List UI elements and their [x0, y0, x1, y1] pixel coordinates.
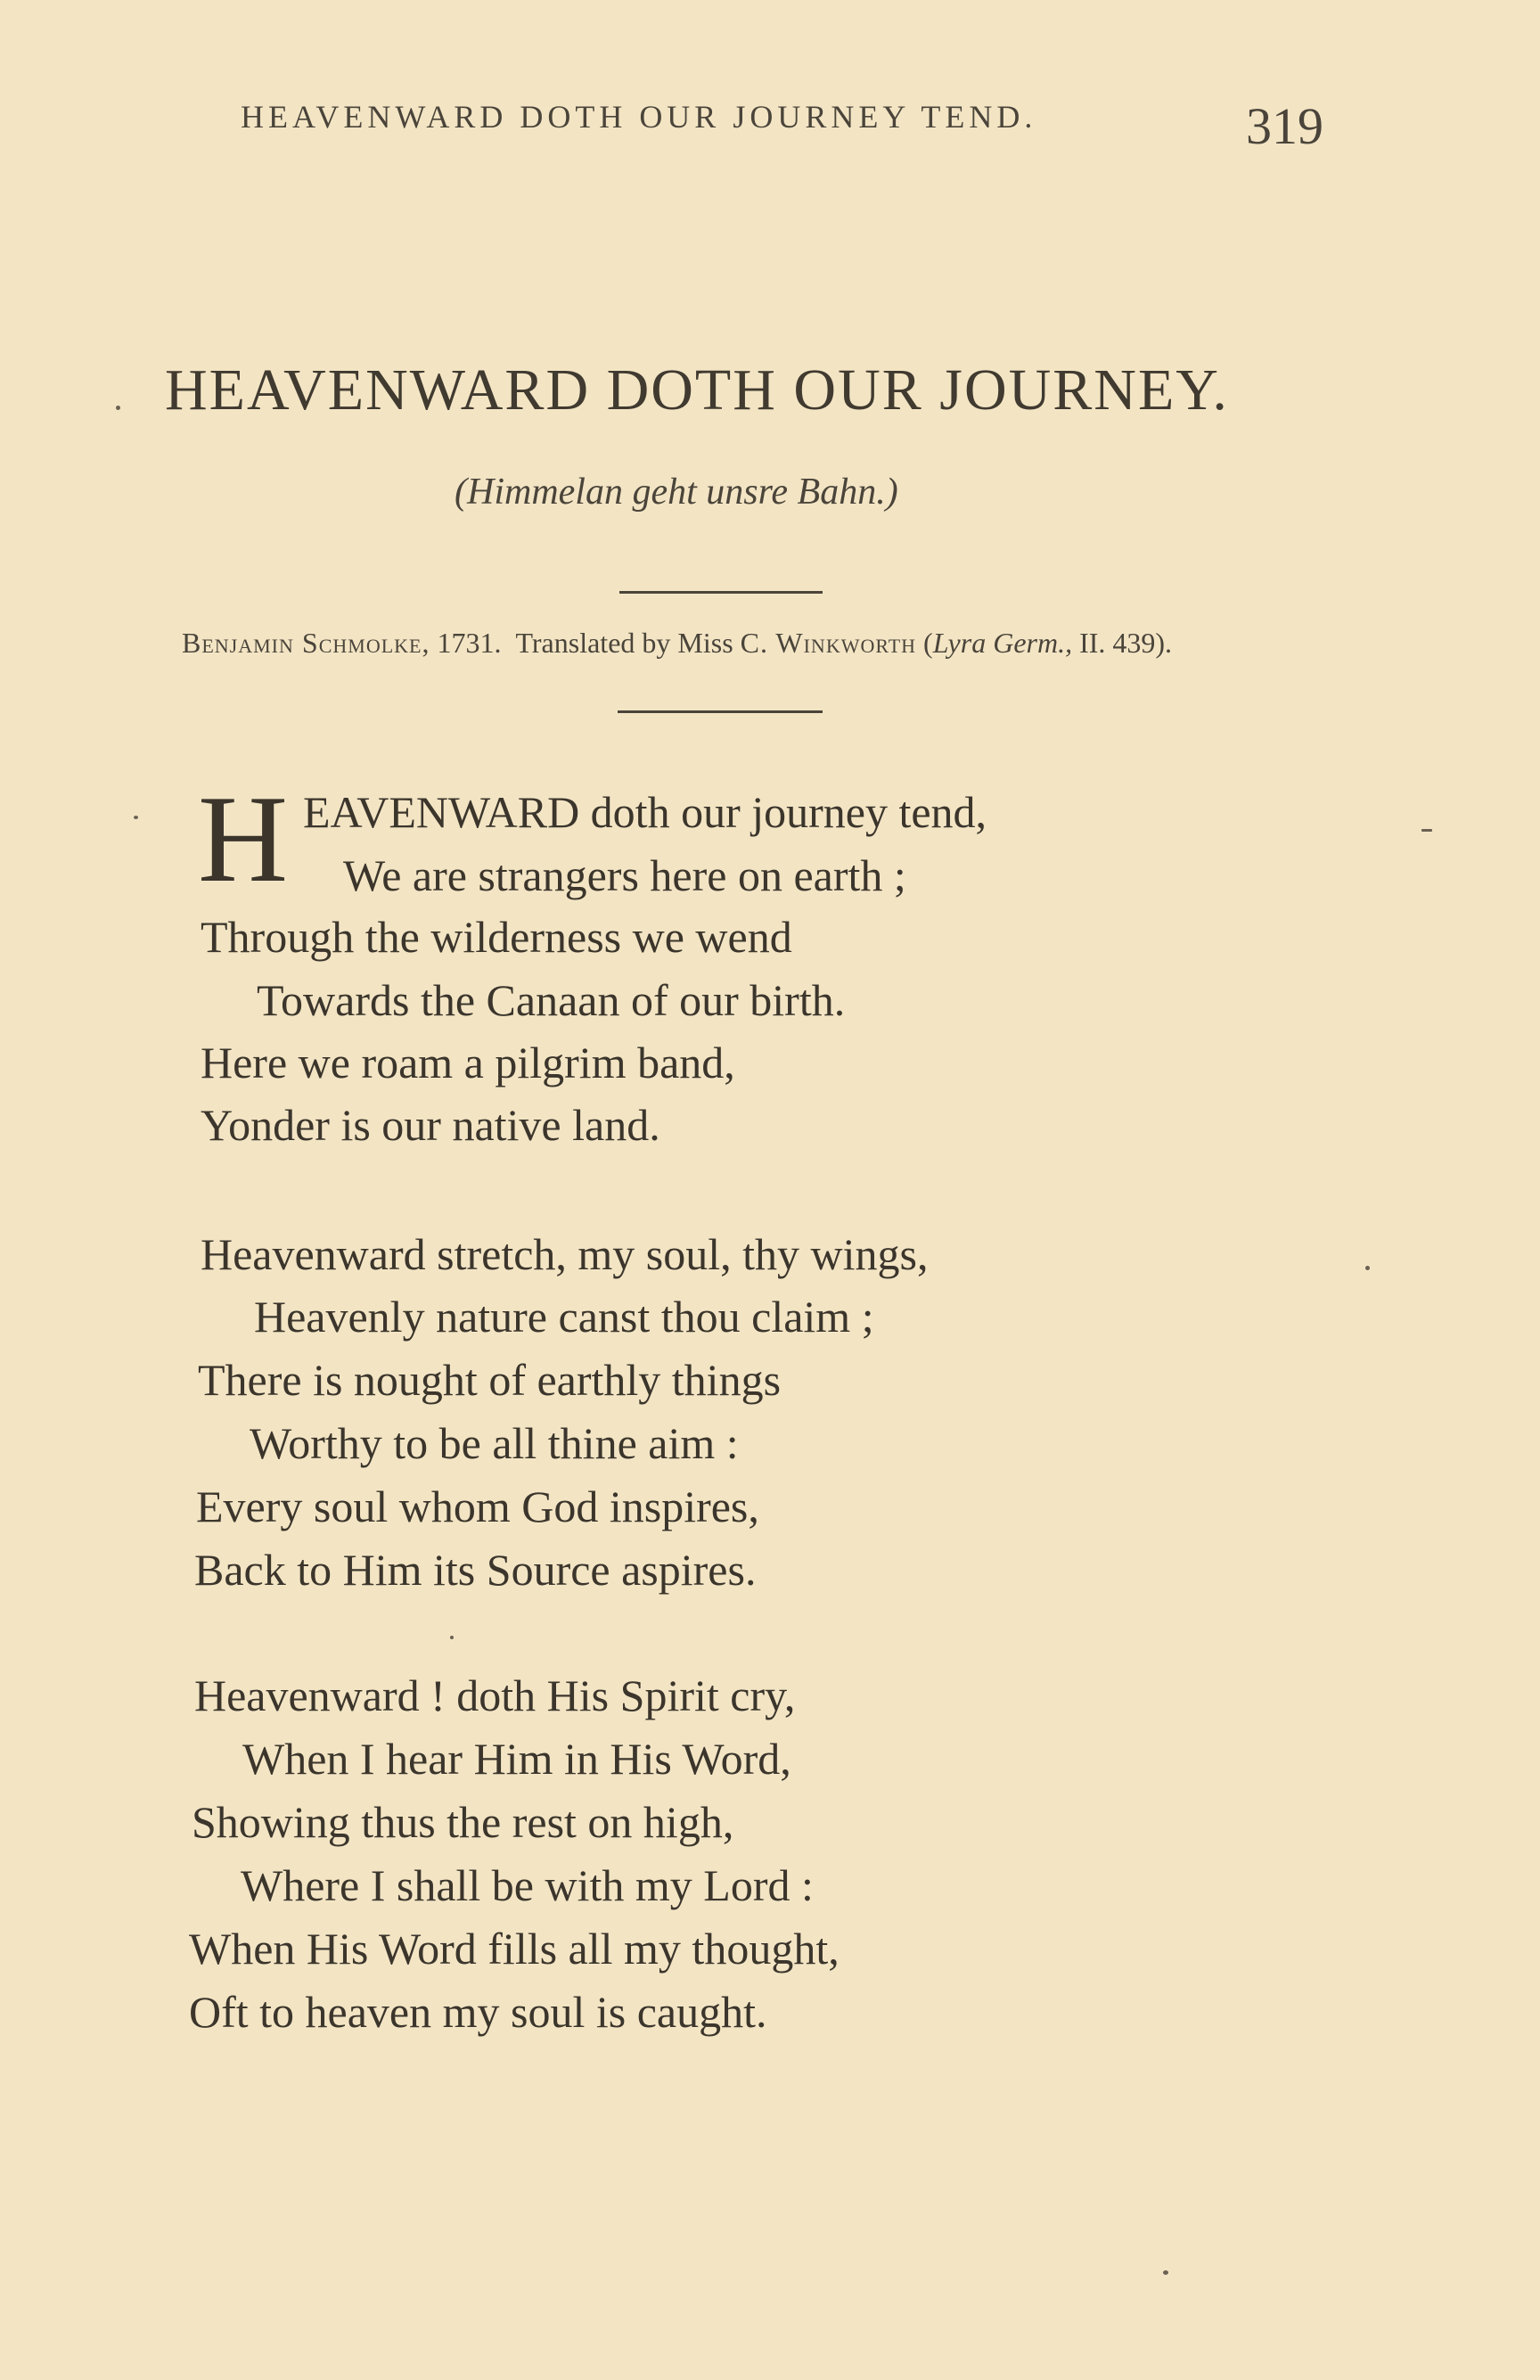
poem-line: Through the wilderness we wend [201, 912, 792, 962]
poem-line: Back to Him its Source aspires. [194, 1545, 757, 1595]
poem-line: Heavenward ! doth His Spirit cry, [194, 1670, 796, 1720]
rule-top [619, 591, 823, 594]
translated-by-label: Translated by Miss [515, 627, 733, 659]
poem-line: Towards the Canaan of our birth. [257, 975, 846, 1025]
poem-line: Worthy to be all thine aim : [250, 1418, 739, 1468]
poem-line-1: EAVENWARD doth our journey tend, [303, 787, 987, 837]
source-paren: ( [923, 627, 933, 659]
poem-line: Heavenward stretch, my soul, thy wings, [201, 1229, 929, 1279]
poem-line: We are strangers here on earth ; [343, 850, 906, 900]
hymn-original-title: (Himmelan geht unsre Bahn.) [455, 472, 898, 513]
poem-line: When His Word fills all my thought, [189, 1924, 840, 1974]
poem-line: Oft to heaven my soul is caught. [189, 1987, 767, 2037]
print-speck [134, 816, 138, 819]
hymn-title: HEAVENWARD DOTH OUR JOURNEY. [165, 357, 1229, 423]
source-reference: II. 439). [1079, 627, 1173, 659]
author-name: Benjamin Schmolke, [182, 627, 430, 659]
print-speck [116, 406, 120, 410]
translator-name: C. Winkworth [740, 627, 917, 659]
source-title: Lyra Germ., [932, 627, 1073, 659]
poem-line: Heavenly nature canst thou claim ; [254, 1292, 874, 1342]
poem-line: Every soul whom God inspires, [196, 1481, 759, 1531]
poem-line: There is nought of earthly things [198, 1355, 782, 1405]
attribution [132, 621, 1344, 664]
author-year: 1731. [437, 627, 502, 659]
poem-line: Here we roam a pilgrim band, [201, 1038, 735, 1087]
print-speck [1421, 829, 1432, 832]
poem-line: Showing thus the rest on high, [192, 1797, 734, 1847]
poem-line: Where I shall be with my Lord : [241, 1860, 814, 1910]
rule-bottom [618, 710, 823, 713]
print-speck [450, 1636, 454, 1639]
page-number: 319 [1246, 97, 1323, 155]
running-head: HEAVENWARD DOTH OUR JOURNEY TEND. [241, 99, 1037, 135]
poem-line: When I hear Him in His Word, [242, 1734, 791, 1784]
poem-line: Yonder is our native land. [201, 1100, 660, 1150]
print-speck [1365, 1266, 1370, 1270]
drop-cap: H [198, 770, 289, 908]
print-speck [1163, 2270, 1168, 2275]
